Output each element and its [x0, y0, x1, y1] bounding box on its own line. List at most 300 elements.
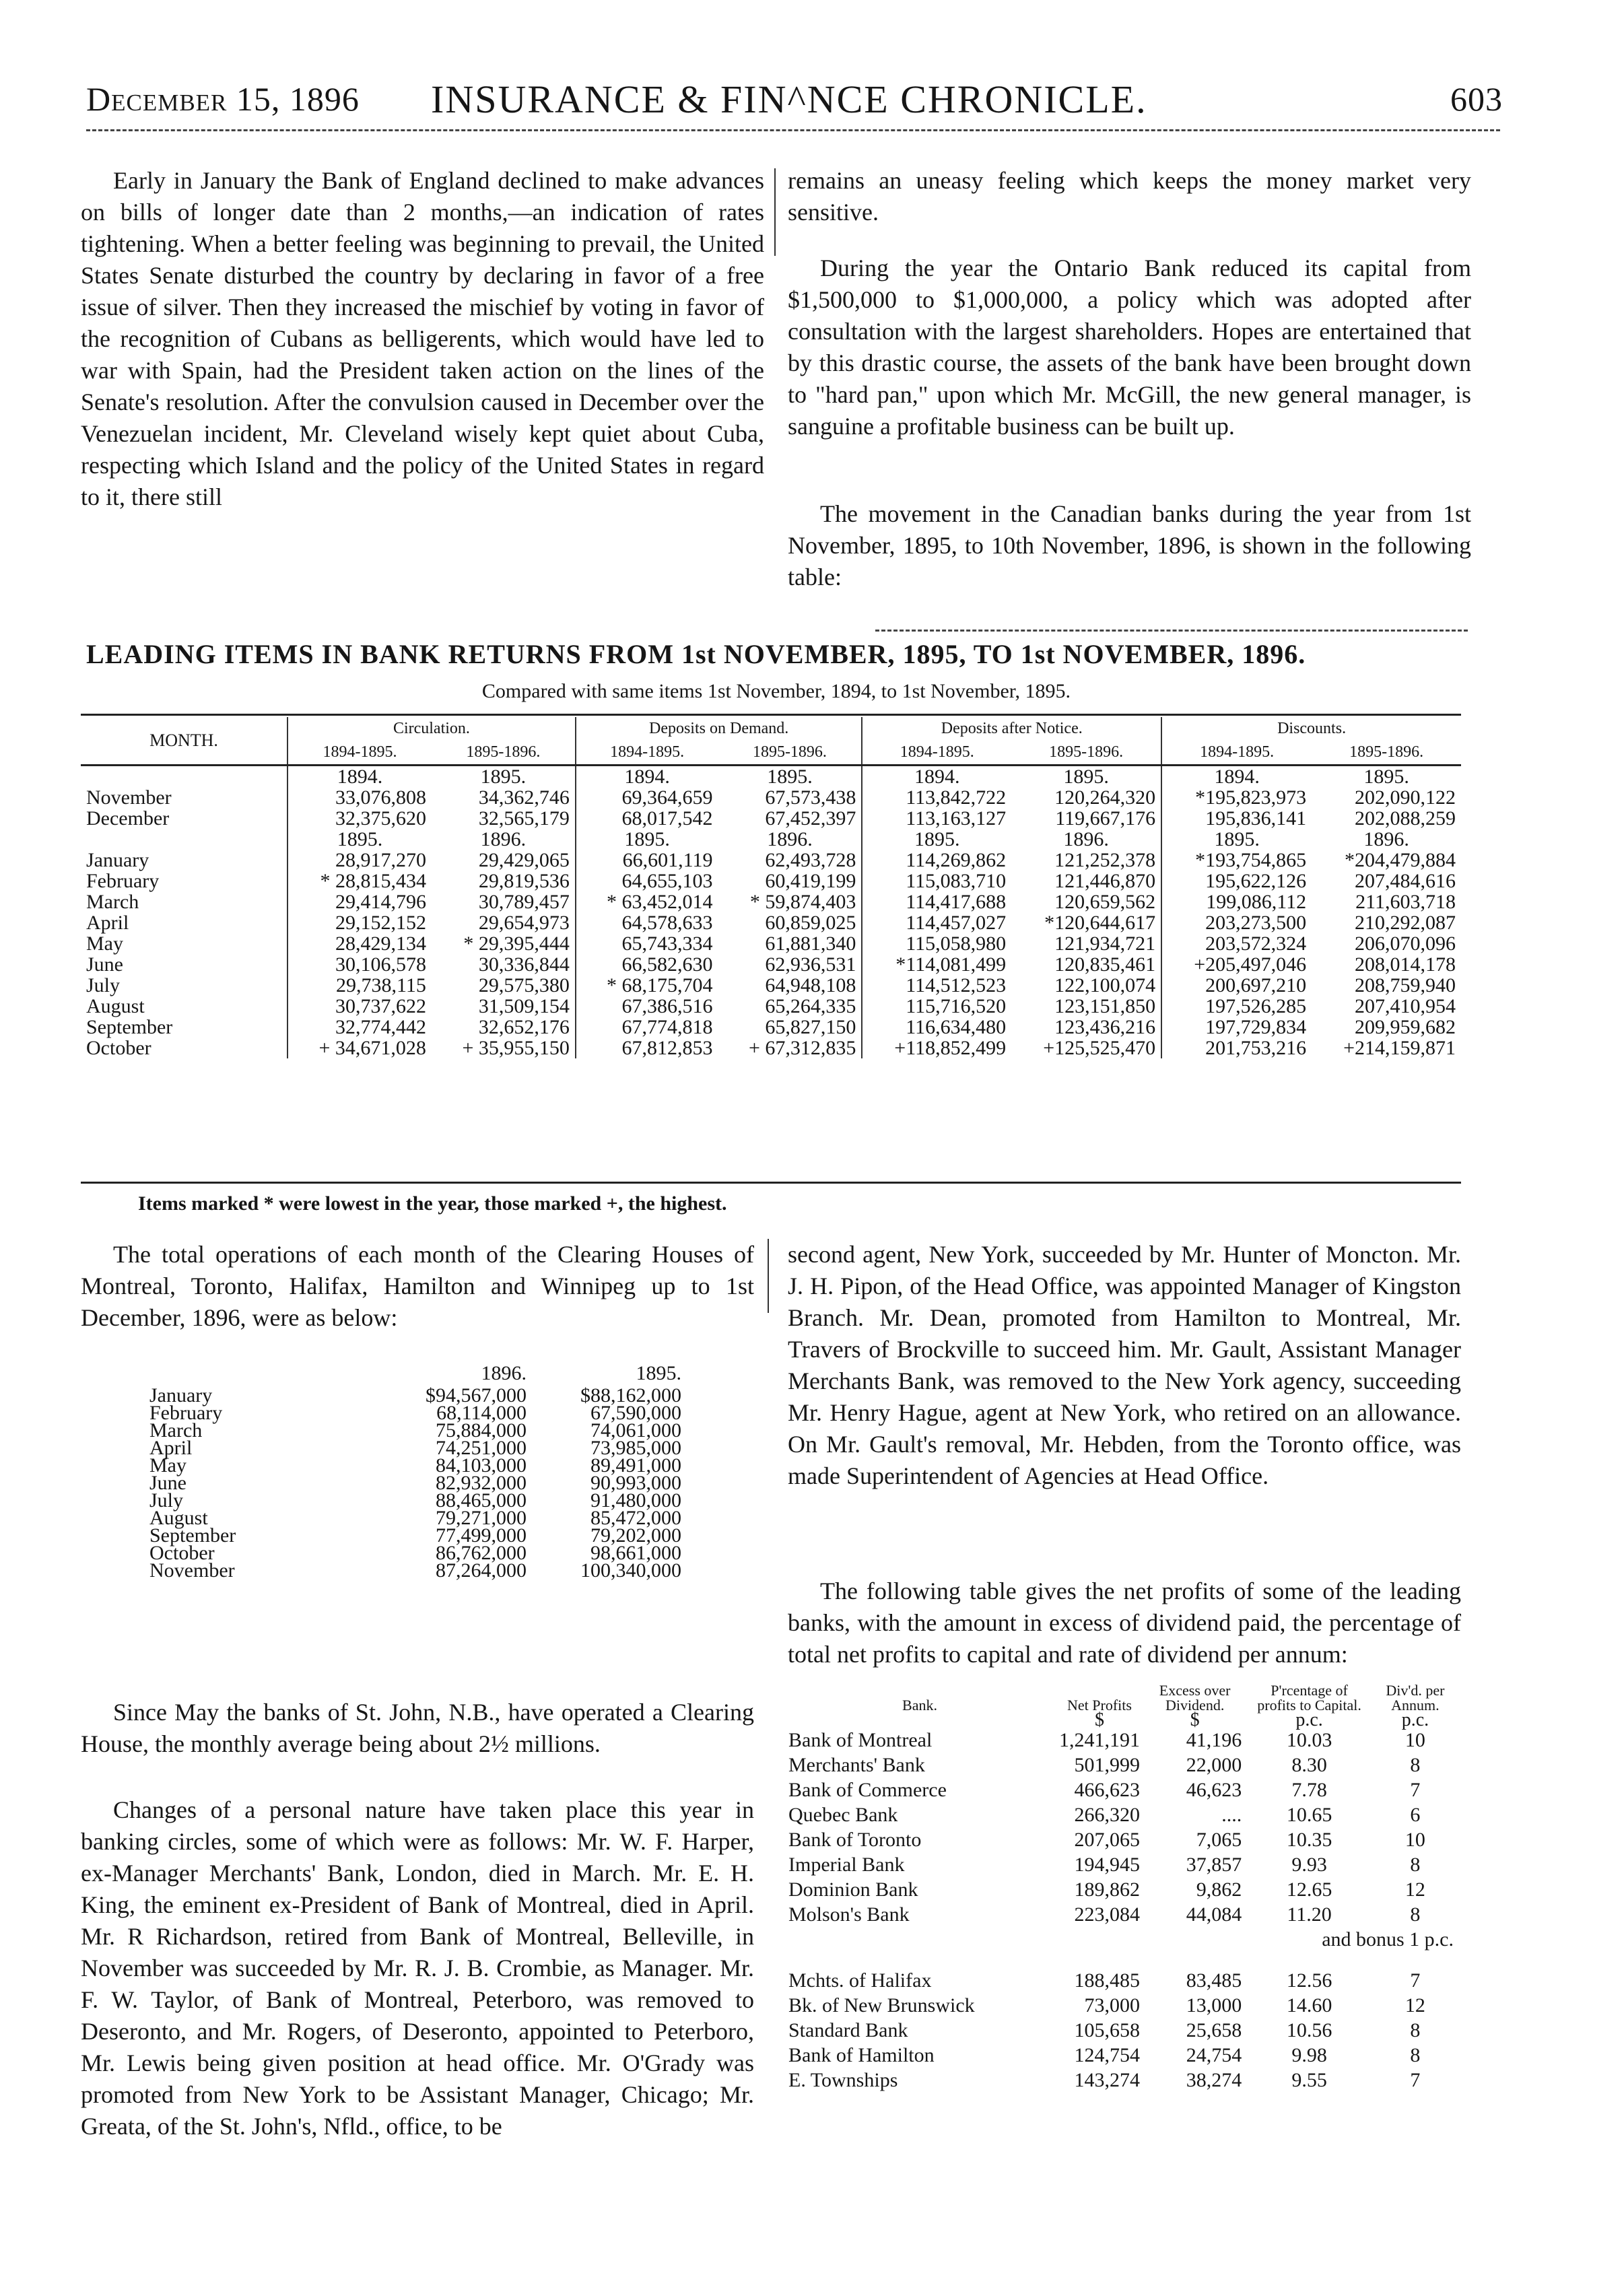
month-label: March — [149, 1419, 203, 1442]
column-divider-top — [774, 168, 776, 256]
table-cell: * 29,395,444 — [463, 933, 570, 955]
dividend: 7 — [1410, 1969, 1421, 1992]
table-row — [784, 1802, 1458, 1827]
table-row — [81, 871, 1461, 891]
net-profits-header: Net Profits — [1067, 1697, 1132, 1714]
net-profits: 124,754 — [1074, 2044, 1140, 2066]
percentage: 12.56 — [1286, 1969, 1332, 1992]
personal-changes-paragraph: Changes of a personal nature have taken place this year in banking circles, some of which were as follows: Mr. W. F. Harper, ex-Manager Merchants' Bank, London, died in March. Mr. E. H. King, the eminent ex-President of Bank of Montreal, died in April. Mr. R Richardson, retired from Bank of Montreal, Belleville, in November was succeeded by Mr. R. J. B. Crombie, as Manager. Mr. F. W. Taylor, of Bank of Montreal, Peterboro, was removed to Deseronto, and Mr. Rogers, of Deseronto, appointed to Peterboro, Mr. Lewis being given position at head office. Mr. O'Grady was promoted from New York to be Assistant Manager, Chicago; Mr. Greata, of the St. John's, Nfld., office, to be — [81, 1796, 754, 2140]
unit: $ — [1095, 1709, 1104, 1730]
bank-returns-table — [81, 717, 1461, 1058]
year-label: 1895. — [1363, 766, 1409, 788]
table-cell: 209,959,682 — [1355, 1016, 1456, 1038]
clearing-intro: The total operations of each month of the Clearing Houses of Montreal, Toronto, Halifax, Hamilton and Winnipeg up to 1st December, 1896, were as below: — [81, 1241, 754, 1331]
clearing-year-1896: 1896. — [481, 1362, 527, 1384]
dividend: 8 — [1410, 1903, 1421, 1926]
table-cell: 121,934,721 — [1054, 933, 1156, 955]
clearing-house-table — [143, 1360, 688, 1580]
table-cell: 29,654,973 — [478, 912, 570, 934]
value-1896: $94,567,000 — [426, 1384, 527, 1406]
year-label: 1896. — [767, 828, 813, 850]
bank-table-note: Items marked * were lowest in the year, those marked +, the highest. — [138, 1192, 727, 1215]
bank-name: Bk. of New Brunswick — [788, 1994, 975, 2016]
table-cell: *120,644,617 — [1044, 912, 1156, 934]
unit: p.c. — [1295, 1709, 1323, 1730]
month-label: May — [149, 1454, 187, 1477]
table-row — [784, 1902, 1458, 1927]
table-cell: 210,292,087 — [1355, 912, 1456, 934]
dividend: 12 — [1405, 1878, 1425, 1901]
value-1896: 87,264,000 — [436, 1559, 527, 1582]
unit: p.c. — [1401, 1709, 1429, 1730]
table-cell: 66,582,630 — [576, 954, 718, 975]
table-cell: 121,252,378 — [1054, 849, 1156, 871]
table-cell: 114,512,523 — [862, 975, 1011, 996]
month-label: November — [149, 1559, 235, 1582]
table-row — [784, 1877, 1458, 1902]
year-label: 1894. — [576, 766, 718, 788]
value-1895: 74,061,000 — [590, 1419, 681, 1442]
table-cell: 202,088,259 — [1355, 807, 1456, 829]
table-cell: 66,601,119 — [576, 850, 718, 871]
bank-name: Mchts. of Halifax — [788, 1969, 932, 1992]
table-row — [784, 1968, 1458, 1993]
table-cell: 123,151,850 — [1054, 995, 1156, 1017]
excess-over-dividend: 37,857 — [1186, 1854, 1242, 1876]
table-cell: 61,881,340 — [765, 933, 856, 955]
bonus-row — [784, 1927, 1458, 1952]
table-cell: 28,429,134 — [287, 933, 432, 954]
excess-over-dividend: 44,084 — [1186, 1903, 1242, 1926]
year-label: 1895. — [862, 829, 1011, 850]
table-cell: 120,264,320 — [1054, 786, 1156, 809]
percentage: 10.35 — [1286, 1829, 1332, 1851]
bank-name: Bank of Commerce — [788, 1779, 947, 1801]
value-1895: 98,661,000 — [590, 1542, 681, 1564]
month-label: June — [149, 1472, 187, 1494]
table-row — [81, 933, 1461, 954]
percentage: 14.60 — [1286, 1994, 1332, 2016]
table-cell: *204,479,884 — [1345, 849, 1456, 871]
percentage: 9.93 — [1291, 1854, 1327, 1876]
dividend: 6 — [1410, 1804, 1421, 1826]
year-label: 1895. — [287, 829, 432, 850]
table-cell: 197,526,285 — [1161, 996, 1312, 1017]
excess-over-dividend: 83,485 — [1186, 1969, 1242, 1992]
table-row — [784, 1777, 1458, 1802]
subhead: 1895-1896. — [466, 743, 541, 761]
table-cell: 123,436,216 — [1054, 1016, 1156, 1038]
table-cell: 206,070,096 — [1355, 933, 1456, 955]
dividend: 12 — [1405, 1994, 1425, 2016]
excess-over-dividend: 46,623 — [1186, 1779, 1242, 1801]
month-label: October — [86, 1037, 151, 1059]
net-profits: 105,658 — [1074, 2019, 1140, 2041]
table-cell: 200,697,210 — [1161, 975, 1312, 996]
table-cell: +205,497,046 — [1161, 954, 1312, 975]
table-cell: 30,789,457 — [478, 891, 570, 913]
table-cell: 116,634,480 — [862, 1017, 1011, 1038]
net-profits: 189,862 — [1074, 1878, 1140, 1901]
st-john-paragraph: Since May the banks of St. John, N.B., have operated a Clearing House, the monthly average being about 2½ millions. — [81, 1699, 754, 1757]
value-1896: 84,103,000 — [436, 1454, 527, 1477]
value-1895: 79,202,000 — [590, 1524, 681, 1547]
excess-over-dividend: 24,754 — [1186, 2044, 1242, 2066]
table-cell: 202,090,122 — [1355, 786, 1456, 809]
table-row — [784, 2018, 1458, 2043]
header-date: December 15, 1896 — [86, 80, 360, 118]
bank-name: E. Townships — [788, 2069, 898, 2091]
table-cell: 28,917,270 — [287, 850, 432, 871]
value-1895: $88,162,000 — [580, 1384, 681, 1406]
table-cell: 34,362,746 — [478, 786, 570, 809]
table-cell: 115,083,710 — [862, 871, 1011, 891]
month-column-header: MONTH. — [149, 731, 218, 750]
paragraph-col2-1: remains an uneasy feeling which keeps the money market very sensitive. — [788, 167, 1471, 226]
table-cell: 197,729,834 — [1161, 1017, 1312, 1038]
month-label: October — [149, 1542, 215, 1564]
month-label: April — [86, 912, 129, 934]
percentage: 10.03 — [1286, 1729, 1332, 1751]
table-cell: 120,659,562 — [1054, 891, 1156, 913]
excess-header: Excess over Dividend. — [1159, 1682, 1231, 1714]
table-cell: 64,948,108 — [765, 974, 856, 996]
table-cell: *193,754,865 — [1161, 850, 1312, 871]
year-label: 1894. — [862, 766, 1011, 788]
excess-over-dividend: .... — [1221, 1804, 1242, 1826]
table-cell: 29,152,152 — [287, 912, 432, 933]
table-cell: 32,652,176 — [478, 1016, 570, 1038]
deposits-notice-header: Deposits after Notice. — [862, 717, 1161, 741]
table-cell: + 67,312,835 — [748, 1037, 856, 1059]
month-label: December — [86, 807, 170, 829]
dividend: 7 — [1410, 2069, 1421, 2091]
table-cell: 32,565,179 — [478, 807, 570, 829]
table-cell: 113,842,722 — [862, 787, 1011, 808]
net-profits: 143,274 — [1074, 2069, 1140, 2091]
table-cell: 30,106,578 — [287, 954, 432, 975]
value-1895: 67,590,000 — [590, 1402, 681, 1424]
header-rule — [86, 129, 1500, 131]
table-cell: 208,759,940 — [1355, 974, 1456, 996]
bank-table-title: LEADING ITEMS IN BANK RETURNS FROM 1st NOVEMBER, 1895, TO 1st NOVEMBER, 1896. — [86, 639, 1306, 669]
bank-col-header: Bank. — [902, 1697, 937, 1714]
table-row — [784, 1827, 1458, 1852]
table-cell: 67,452,397 — [765, 807, 856, 829]
bank-table-bottom-rule — [81, 1182, 1461, 1184]
table-cell: 30,737,622 — [287, 996, 432, 1017]
bank-name: Quebec Bank — [788, 1804, 898, 1826]
value-1896: 79,271,000 — [436, 1507, 527, 1529]
table-row — [784, 2043, 1458, 2068]
bank-name: Bank of Hamilton — [788, 2044, 935, 2066]
table-cell: * 68,175,704 — [576, 975, 718, 996]
value-1895: 91,480,000 — [590, 1489, 681, 1512]
percentage: 8.30 — [1291, 1754, 1327, 1776]
value-1896: 75,884,000 — [436, 1419, 527, 1442]
dividend: 7 — [1410, 1779, 1421, 1801]
table-cell: 120,835,461 — [1054, 953, 1156, 976]
percentage: 9.55 — [1291, 2069, 1327, 2091]
net-profits: 466,623 — [1074, 1779, 1140, 1801]
year-label: 1896. — [480, 828, 527, 850]
year-label: 1895. — [1161, 829, 1312, 850]
year-label: 1894. — [1161, 766, 1312, 788]
table-cell: 199,086,112 — [1161, 891, 1312, 912]
net-profits-table — [784, 1683, 1458, 2093]
value-1895: 90,993,000 — [590, 1472, 681, 1494]
table-cell: 62,493,728 — [765, 849, 856, 871]
dividend: 10 — [1405, 1729, 1425, 1751]
percentage: 7.78 — [1291, 1779, 1327, 1801]
table-row — [81, 996, 1461, 1017]
table-row — [81, 808, 1461, 829]
table-cell: 67,573,438 — [765, 786, 856, 809]
page-number: 603 — [1450, 80, 1503, 118]
dividend: 8 — [1410, 2019, 1421, 2041]
table-row — [81, 1017, 1461, 1038]
table-cell: 207,410,954 — [1355, 995, 1456, 1017]
excess-over-dividend: 38,274 — [1186, 2069, 1242, 2091]
month-label: February — [86, 870, 160, 892]
table-cell: 114,457,027 — [862, 912, 1011, 933]
table-cell: 29,738,115 — [287, 975, 432, 996]
month-label: March — [86, 891, 139, 913]
table-cell: * 63,452,014 — [576, 891, 718, 912]
excess-over-dividend: 22,000 — [1186, 1754, 1242, 1776]
deposits-demand-header: Deposits on Demand. — [576, 717, 862, 741]
subhead: 1895-1896. — [752, 743, 827, 761]
percentage: 10.65 — [1286, 1804, 1332, 1826]
table-cell: 29,429,065 — [478, 849, 570, 871]
subhead: 1894-1895. — [576, 741, 718, 766]
table-cell: 65,827,150 — [765, 1016, 856, 1038]
dividend: 8 — [1410, 1854, 1421, 1876]
table-cell: 115,716,520 — [862, 996, 1011, 1017]
table-cell: 69,364,659 — [576, 787, 718, 808]
subhead: 1894-1895. — [1161, 741, 1312, 766]
table-cell: 29,414,796 — [287, 891, 432, 912]
table-cell: 121,446,870 — [1054, 870, 1156, 892]
value-1896: 77,499,000 — [436, 1524, 527, 1547]
subhead: 1895-1896. — [1049, 743, 1124, 761]
table-cell: 195,836,141 — [1161, 808, 1312, 829]
bonus-note: and bonus 1 p.c. — [1322, 1928, 1454, 1951]
table-cell: 122,100,074 — [1054, 974, 1156, 996]
table-cell: +125,525,470 — [1043, 1037, 1156, 1059]
net-profits: 266,320 — [1074, 1804, 1140, 1826]
percentage: 9.98 — [1291, 2044, 1327, 2066]
table-row — [143, 1562, 688, 1580]
table-row — [81, 954, 1461, 975]
bank-name: Molson's Bank — [788, 1903, 910, 1926]
value-1896: 68,114,000 — [436, 1402, 527, 1424]
paragraph-col2-2: During the year the Ontario Bank reduced its capital from $1,500,000 to $1,000,000, a policy which was adopted after consultation with the largest shareholders. Hopes are entertained that by this drastic course, the assets of the bank have been brought down to "hard pan," upon which Mr. McGill, the new general manager, is sanguine a profitable business can be built up. — [788, 255, 1471, 440]
month-label: February — [149, 1402, 223, 1424]
year-label: 1896. — [1363, 828, 1409, 850]
excess-over-dividend: 25,658 — [1186, 2019, 1242, 2041]
year-row — [81, 829, 1461, 850]
value-1895: 73,985,000 — [590, 1437, 681, 1459]
net-profits: 188,485 — [1074, 1969, 1140, 1992]
value-1896: 82,932,000 — [436, 1472, 527, 1494]
table-row — [784, 1852, 1458, 1877]
bank-name: Bank of Montreal — [788, 1729, 933, 1751]
table-cell: 64,655,103 — [576, 871, 718, 891]
column-divider-bottom — [768, 1239, 769, 1313]
subhead: 1895-1896. — [1349, 743, 1424, 761]
net-profits: 73,000 — [1084, 1994, 1140, 2016]
subhead: 1894-1895. — [287, 741, 432, 766]
subhead: 1894-1895. — [862, 741, 1011, 766]
table-row — [81, 912, 1461, 933]
table-cell: * 59,874,403 — [749, 891, 856, 913]
table-cell: +214,159,871 — [1343, 1037, 1456, 1059]
bank-name: Dominion Bank — [788, 1878, 918, 1901]
table-cell: 65,264,335 — [765, 995, 856, 1017]
year-label: 1895. — [1063, 766, 1109, 788]
table-cell: 211,603,718 — [1355, 891, 1456, 913]
table-cell: 203,572,324 — [1161, 933, 1312, 954]
profits-intro: The following table gives the net profits of some of the leading banks, with the amount in excess of dividend paid, the percentage of total net profits to capital and rate of dividend per annum: — [788, 1578, 1461, 1668]
net-profits: 223,084 — [1074, 1903, 1140, 1926]
month-label: April — [149, 1437, 193, 1459]
table-cell: 113,163,127 — [862, 808, 1011, 829]
table-row — [81, 787, 1461, 808]
table-cell: 208,014,178 — [1355, 953, 1456, 976]
table-cell: 114,269,862 — [862, 850, 1011, 871]
intro-paragraph-col1: Early in January the Bank of England declined to make advances on bills of longer date than 2 months,—an indication of rates tightening. When a better feeling was beginning to prevail, the United States Senate disturbed the country by declaring in favor of a free issue of silver. Then they increased the mischief by voting in favor of the recognition of Cubans as belligerents, which would have led to war with Spain, had the President taken action on the lines of the Senate's resolution. After the convulsion caused in December over the Venezuelan incident, Mr. Cleveland wisely kept quiet about Cuba, respecting which Island and the policy of the United States in regard to it, there still — [81, 167, 764, 510]
month-label: May — [86, 933, 123, 955]
table-cell: 203,273,500 — [1161, 912, 1312, 933]
net-profits: 1,241,191 — [1059, 1729, 1140, 1751]
year-label: 1895. — [767, 766, 813, 788]
unit: $ — [1190, 1709, 1200, 1730]
table-cell: 207,484,616 — [1355, 870, 1456, 892]
month-label: January — [149, 1384, 213, 1406]
percentage: 10.56 — [1286, 2019, 1332, 2041]
discounts-header: Discounts. — [1161, 717, 1461, 741]
table-cell: 114,417,688 — [862, 891, 1011, 912]
section-rule — [875, 630, 1468, 632]
excess-over-dividend: 41,196 — [1186, 1729, 1242, 1751]
dividend: 10 — [1405, 1829, 1425, 1851]
circulation-header: Circulation. — [287, 717, 576, 741]
table-cell: 29,575,380 — [478, 974, 570, 996]
year-label: 1895. — [576, 829, 718, 850]
table-cell: 31,509,154 — [478, 995, 570, 1017]
table-cell: 30,336,844 — [478, 953, 570, 976]
value-1895: 100,340,000 — [580, 1559, 681, 1582]
dividend: 8 — [1410, 2044, 1421, 2066]
table-cell: 62,936,531 — [765, 953, 856, 976]
table-cell: 67,812,853 — [576, 1038, 718, 1058]
year-label: 1895. — [480, 766, 527, 788]
bank-name: Merchants' Bank — [788, 1754, 925, 1776]
value-1895: 85,472,000 — [590, 1507, 681, 1529]
month-label: November — [86, 786, 172, 809]
bank-table-top-rule — [81, 714, 1461, 716]
table-row — [81, 975, 1461, 996]
dividend: 8 — [1410, 1754, 1421, 1776]
excess-over-dividend: 9,862 — [1196, 1878, 1242, 1901]
table-cell: *195,823,973 — [1161, 787, 1312, 808]
table-row — [784, 1753, 1458, 1777]
table-cell: * 28,815,434 — [287, 871, 432, 891]
net-profits: 207,065 — [1074, 1829, 1140, 1851]
table-cell: 60,419,199 — [765, 870, 856, 892]
table-row — [81, 1038, 1461, 1058]
table-cell: 65,743,334 — [576, 933, 718, 954]
year-label: 1896. — [1063, 828, 1109, 850]
dividend-header: Div'd. per Annum. — [1386, 1682, 1445, 1714]
net-profits: 501,999 — [1074, 1754, 1140, 1776]
journal-title: INSURANCE & FIN^NCE CHRONICLE. — [431, 77, 1147, 121]
year-row — [81, 766, 1461, 788]
paragraph-col2-3: The movement in the Canadian banks during the year from 1st November, 1895, to 10th November, 1896, is shown in the following table: — [788, 500, 1471, 590]
bank-name: Bank of Toronto — [788, 1829, 922, 1851]
month-label: September — [149, 1524, 236, 1547]
table-cell: 195,622,126 — [1161, 871, 1312, 891]
value-1895: 89,491,000 — [590, 1454, 681, 1477]
table-cell: +118,852,499 — [862, 1038, 1011, 1058]
net-profits: 194,945 — [1074, 1854, 1140, 1876]
month-label: June — [86, 953, 123, 976]
month-label: August — [149, 1507, 208, 1529]
table-cell: 115,058,980 — [862, 933, 1011, 954]
table-cell: 67,774,818 — [576, 1017, 718, 1038]
month-label: August — [86, 995, 145, 1017]
table-cell: 201,753,216 — [1161, 1038, 1312, 1058]
table-cell: *114,081,499 — [862, 954, 1011, 975]
table-row — [784, 2068, 1458, 2093]
table-row — [81, 891, 1461, 912]
table-row — [784, 1728, 1458, 1753]
table-cell: + 34,671,028 — [287, 1038, 432, 1058]
bank-name: Imperial Bank — [788, 1854, 905, 1876]
table-cell: 29,819,536 — [478, 870, 570, 892]
month-label: July — [149, 1489, 184, 1512]
table-row — [784, 1993, 1458, 2018]
month-label: September — [86, 1016, 173, 1038]
table-cell: 33,076,808 — [287, 787, 432, 808]
percentage: 12.65 — [1286, 1878, 1332, 1901]
table-cell: 68,017,542 — [576, 808, 718, 829]
appointments-paragraph: second agent, New York, succeeded by Mr. Hunter of Moncton. Mr. J. H. Pipon, of the Head Office, was appointed Manager of Kingston Branch. Mr. Dean, promoted from Hamilton to Montreal, Mr. Travers of Brockville to succeed him. Mr. Gault, Assistant Manager Merchants Bank, was removed to the New York agency, succeeding Mr. Henry Hague, agent at New York, who retired on an allowance. On Mr. Gault's removal, Mr. Hebden, from the Toronto office, was made Superintendent of Agencies at Head Office. — [788, 1241, 1461, 1489]
table-cell: 67,386,516 — [576, 996, 718, 1017]
excess-over-dividend: 7,065 — [1196, 1829, 1242, 1851]
percentage-header: P'rcentage of profits to Capital. — [1257, 1682, 1361, 1714]
table-cell: 32,774,442 — [287, 1017, 432, 1038]
value-1896: 74,251,000 — [436, 1437, 527, 1459]
month-label: July — [86, 974, 121, 996]
table-cell: + 35,955,150 — [462, 1037, 570, 1059]
table-cell: 32,375,620 — [287, 808, 432, 829]
bank-table-subtitle: Compared with same items 1st November, 1894, to 1st November, 1895. — [481, 680, 1071, 702]
year-label: 1894. — [287, 766, 432, 788]
table-cell: 119,667,176 — [1055, 807, 1156, 829]
clearing-year-1895: 1895. — [636, 1362, 681, 1384]
bank-name: Standard Bank — [788, 2019, 908, 2041]
table-cell: 60,859,025 — [765, 912, 856, 934]
value-1896: 86,762,000 — [436, 1542, 527, 1564]
percentage: 11.20 — [1287, 1903, 1332, 1926]
table-cell: 64,578,633 — [576, 912, 718, 933]
excess-over-dividend: 13,000 — [1186, 1994, 1242, 2016]
table-row — [81, 850, 1461, 871]
month-label: January — [86, 849, 149, 871]
value-1896: 88,465,000 — [436, 1489, 527, 1512]
